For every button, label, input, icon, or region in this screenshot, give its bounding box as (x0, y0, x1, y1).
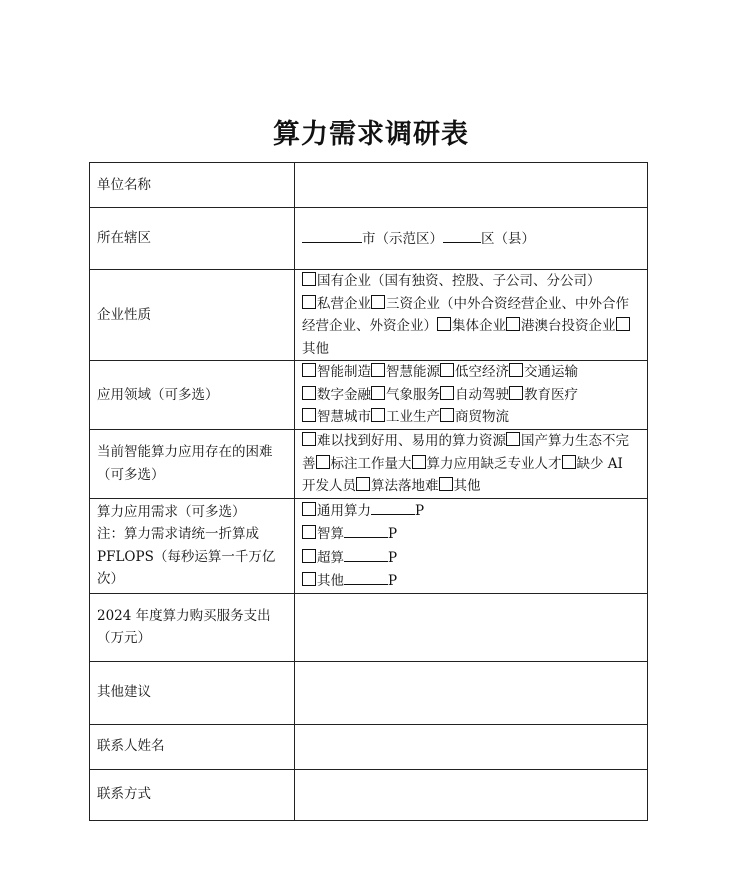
option-field[interactable]: 自动驾驶 (440, 387, 509, 403)
option-difficulty[interactable]: 国产算力生态不完善 (302, 433, 629, 472)
compute-demand-options (295, 498, 648, 593)
checkbox-icon[interactable] (316, 455, 330, 469)
row-application-field (90, 361, 648, 430)
row-enterprise-type (90, 270, 648, 361)
district-blank[interactable] (443, 227, 481, 243)
amount-blank[interactable] (344, 569, 388, 585)
option-hk-macao-taiwan[interactable]: 港澳台投资企业 (506, 318, 616, 334)
option-difficulty[interactable]: 算力应用缺乏专业人才 (412, 456, 562, 472)
option-difficulty[interactable]: 缺少 AI 开发人员 (302, 455, 623, 494)
amount-blank[interactable] (371, 499, 415, 515)
city-blank[interactable] (302, 227, 362, 243)
page-title: 算力需求调研表 (273, 119, 469, 150)
option-field[interactable]: 智慧能源 (371, 364, 440, 380)
option-supercomputing[interactable]: 超算 P (302, 546, 640, 570)
compute-demand-label: 算力应用需求（可多选） (97, 503, 246, 520)
checkbox-icon[interactable] (302, 572, 316, 586)
checkbox-icon[interactable] (439, 477, 453, 491)
checkbox-icon[interactable] (437, 317, 451, 331)
option-field[interactable]: 低空经济 (440, 364, 509, 380)
option-difficulty[interactable]: 算法落地难 (356, 478, 439, 494)
enterprise-type-label: 企业性质 (90, 270, 295, 361)
checkbox-icon[interactable] (371, 386, 385, 400)
suggestions-label: 其他建议 (90, 661, 295, 724)
checkbox-icon[interactable] (509, 363, 523, 377)
checkbox-icon[interactable] (302, 386, 316, 400)
difficulties-options (295, 430, 648, 499)
suggestions-field[interactable] (295, 661, 648, 724)
option-field[interactable]: 交通运输 (509, 364, 578, 380)
option-field[interactable]: 商贸物流 (440, 409, 509, 425)
row-contact-method (90, 769, 648, 820)
row-unit-name (90, 163, 648, 208)
checkbox-icon[interactable] (440, 386, 454, 400)
checkbox-icon[interactable] (509, 386, 523, 400)
checkbox-icon[interactable] (302, 432, 316, 446)
compute-demand-label-cell (90, 498, 295, 593)
option-state-owned[interactable]: 国有企业（国有独资、控股、子公司、分公司） (302, 273, 601, 289)
survey-form-table (89, 162, 648, 821)
district-suffix: 区（县） (481, 230, 535, 247)
contact-method-field[interactable] (295, 769, 648, 820)
checkbox-icon[interactable] (356, 477, 370, 491)
option-collective[interactable]: 集体企业 (437, 318, 506, 334)
row-spending-2024 (90, 593, 648, 661)
option-private[interactable]: 私营企业 (302, 296, 371, 312)
checkbox-icon[interactable] (302, 502, 316, 516)
unit-name-field[interactable] (295, 163, 648, 208)
row-compute-demand (90, 498, 648, 593)
compute-demand-note: 注：算力需求请统一折算成 PFLOPS（每秒运算一千万亿次） (97, 526, 276, 587)
application-field-label: 应用领域（可多选） (90, 361, 295, 430)
contact-name-label: 联系人姓名 (90, 724, 295, 769)
difficulties-label: 当前智能算力应用存在的困难（可多选） (90, 430, 295, 499)
checkbox-icon[interactable] (506, 317, 520, 331)
spending-2024-label: 2024 年度算力购买服务支出（万元） (90, 593, 295, 661)
option-other[interactable]: 其他 (302, 318, 631, 357)
option-field[interactable]: 工业生产 (371, 409, 440, 425)
option-field[interactable]: 智慧城市 (302, 409, 371, 425)
row-contact-name (90, 724, 648, 769)
region-field (295, 208, 648, 270)
checkbox-icon[interactable] (302, 363, 316, 377)
row-suggestions (90, 661, 648, 724)
checkbox-icon[interactable] (616, 317, 630, 331)
checkbox-icon[interactable] (302, 272, 316, 286)
option-intelligent-compute[interactable]: 智算 P (302, 522, 640, 546)
enterprise-type-options (295, 270, 648, 361)
city-suffix: 市（示范区） (362, 230, 443, 247)
option-field[interactable]: 数字金融 (302, 387, 371, 403)
checkbox-icon[interactable] (302, 549, 316, 563)
option-field[interactable]: 智能制造 (302, 364, 371, 380)
checkbox-icon[interactable] (440, 408, 454, 422)
option-field[interactable]: 教育医疗 (509, 387, 578, 403)
amount-blank[interactable] (344, 522, 388, 538)
region-label: 所在辖区 (90, 208, 295, 270)
unit-name-label: 单位名称 (90, 163, 295, 208)
checkbox-icon[interactable] (302, 525, 316, 539)
contact-method-label: 联系方式 (90, 769, 295, 820)
contact-name-field[interactable] (295, 724, 648, 769)
application-field-options (295, 361, 648, 430)
checkbox-icon[interactable] (562, 455, 576, 469)
option-foreign-invested[interactable]: 三资企业（中外合资经营企业、中外合作经营企业、外资企业） (302, 295, 629, 334)
checkbox-icon[interactable] (371, 408, 385, 422)
checkbox-icon[interactable] (302, 295, 316, 309)
option-general-compute[interactable]: 通用算力 P (302, 499, 640, 523)
option-difficulty[interactable]: 难以找到好用、易用的算力资源 (302, 433, 506, 449)
option-other-compute[interactable]: 其他 P (302, 569, 640, 593)
checkbox-icon[interactable] (371, 295, 385, 309)
option-difficulty[interactable]: 其他 (439, 478, 481, 494)
checkbox-icon[interactable] (440, 363, 454, 377)
spending-2024-field[interactable] (295, 593, 648, 661)
row-region (90, 208, 648, 270)
option-field[interactable]: 气象服务 (371, 387, 440, 403)
option-difficulty[interactable]: 标注工作量大 (316, 456, 412, 472)
checkbox-icon[interactable] (412, 455, 426, 469)
checkbox-icon[interactable] (302, 408, 316, 422)
row-difficulties (90, 430, 648, 499)
checkbox-icon[interactable] (506, 432, 520, 446)
checkbox-icon[interactable] (371, 363, 385, 377)
amount-blank[interactable] (344, 546, 388, 562)
